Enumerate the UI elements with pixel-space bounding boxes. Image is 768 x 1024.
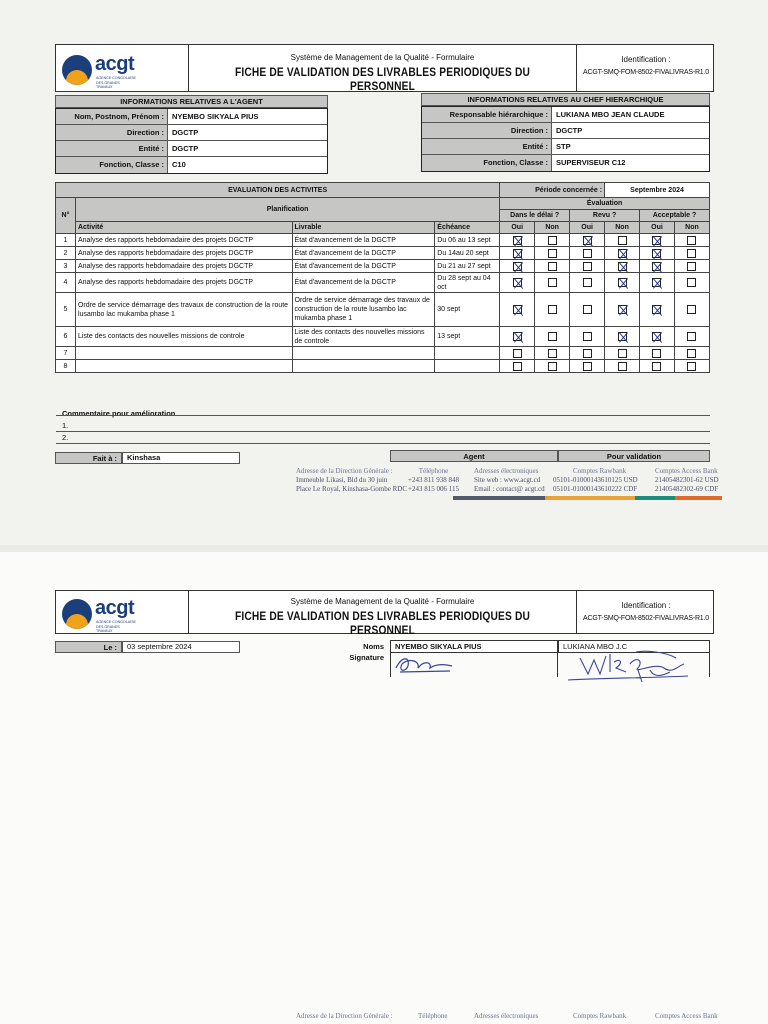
- revu-oui-checkbox[interactable]: [583, 249, 592, 258]
- chef-direction-value: DGCTP: [556, 126, 583, 135]
- row-activite: Analyse des rapports hebdomadaire des projets DGCTP: [75, 234, 292, 247]
- checkbox-cell: [535, 293, 570, 327]
- checkbox-cell: [570, 347, 605, 360]
- signature-label: Signature: [349, 653, 384, 662]
- oui-header: Oui: [640, 222, 675, 234]
- footer-accessbank: Comptes Access Bank: [655, 1012, 718, 1020]
- checkbox-cell: [674, 360, 709, 373]
- delai-oui-checkbox[interactable]: [513, 362, 522, 371]
- acceptable-non-checkbox[interactable]: [687, 262, 696, 271]
- checkbox-cell: [674, 327, 709, 347]
- checkbox-cell: [535, 360, 570, 373]
- row-activite: Ordre de service démarrage des travaux de construction de la route lusambo lac mukamba phase 1: [75, 293, 292, 327]
- delai-non-checkbox[interactable]: [548, 349, 557, 358]
- fait-value: Kinshasa: [122, 452, 240, 464]
- row-echeance: Du 14au 20 sept: [435, 247, 500, 260]
- row-activite: Liste des contacts des nouvelles missions de controle: [75, 327, 292, 347]
- delai-non-checkbox[interactable]: [548, 236, 557, 245]
- checkbox-cell: [605, 293, 640, 327]
- delai-non-checkbox[interactable]: [548, 362, 557, 371]
- comment-divider: [56, 415, 710, 416]
- chef-entity-value: STP: [556, 142, 571, 151]
- agent-name-value: NYEMBO SIKYALA PIUS: [172, 112, 259, 121]
- table-row: [56, 234, 710, 247]
- footer-address: Adresse de la Direction Générale :: [296, 1012, 393, 1020]
- checkbox-cell: [500, 234, 535, 247]
- num-header: N°: [56, 198, 76, 234]
- row-livrable: État d'avancement de la DGCTP: [292, 234, 435, 247]
- chef-entity-label: Entité :: [422, 139, 552, 154]
- evaluation-title: EVALUATION DES ACTIVITES: [56, 183, 500, 198]
- logo-text: acgt: [95, 597, 135, 619]
- chef-direction-label: Direction :: [422, 123, 552, 138]
- footer-color-bar: [635, 496, 675, 500]
- row-number: 7: [56, 347, 76, 360]
- chef-name-sign: LUKIANA MBO J.C: [558, 640, 710, 653]
- periode-value: Septembre 2024: [605, 183, 710, 198]
- chef-direction-row: [422, 123, 709, 139]
- revu-oui-checkbox[interactable]: [583, 236, 592, 245]
- logo: [56, 591, 189, 633]
- checkbox-cell: [500, 327, 535, 347]
- logo: [56, 45, 189, 91]
- footer-email: Adresses électroniques Site web : www.acgt.cd Email : contact@ acgt.cd: [474, 467, 545, 493]
- delai-non-checkbox[interactable]: [548, 305, 557, 314]
- form-header: [55, 44, 714, 92]
- non-header: Non: [674, 222, 709, 234]
- acceptable-non-checkbox[interactable]: [687, 349, 696, 358]
- agent-name-label: Nom, Postnom, Prénom :: [56, 109, 168, 124]
- checkbox-cell: [570, 293, 605, 327]
- footer-color-bar: [453, 496, 545, 500]
- chef-name-row: [422, 107, 709, 123]
- row-livrable: État d'avancement de la DGCTP: [292, 247, 435, 260]
- table-row: [56, 260, 710, 273]
- agent-name-row: [56, 109, 327, 125]
- checkbox-cell: [640, 293, 675, 327]
- chef-name-label: Responsable hiérarchique :: [422, 107, 552, 122]
- checkbox-cell: [500, 247, 535, 260]
- checkbox-cell: [570, 247, 605, 260]
- date-label: Le :: [55, 641, 122, 653]
- form-title-block: [189, 45, 577, 91]
- row-activite: Analyse des rapports hebdomadaire des projets DGCTP: [75, 260, 292, 273]
- identification-block: [577, 45, 715, 91]
- checkbox-cell: [570, 327, 605, 347]
- agent-entity-value: DGCTP: [172, 144, 199, 153]
- row-livrable: Liste des contacts des nouvelles missions de controle: [292, 327, 435, 347]
- footer-phone: Téléphone +243 811 938 848 +243 815 006 115: [408, 467, 459, 493]
- checkbox-cell: [674, 247, 709, 260]
- checkbox-cell: [570, 234, 605, 247]
- oui-header: Oui: [500, 222, 535, 234]
- delai-oui-checkbox[interactable]: [513, 349, 522, 358]
- logo-text: acgt: [95, 53, 135, 75]
- delai-non-checkbox[interactable]: [548, 278, 557, 287]
- row-number: 8: [56, 360, 76, 373]
- system-label: Système de Management de la Qualité - Formulaire: [290, 597, 475, 606]
- footer-rawbank: Comptes Rawbank: [573, 1012, 627, 1020]
- checkbox-cell: [605, 260, 640, 273]
- checkbox-cell: [535, 327, 570, 347]
- revu-non-checkbox[interactable]: [618, 362, 627, 371]
- checkbox-cell: [535, 260, 570, 273]
- system-label: Système de Management de la Qualité - Formulaire: [290, 53, 475, 62]
- identification-value: ACGT-SMQ-FOM-8502-FIVALIVRAS-R1.0: [583, 69, 709, 76]
- checkbox-cell: [674, 293, 709, 327]
- footer-color-bar: [545, 496, 635, 500]
- logo-emblem-icon: [62, 599, 92, 629]
- row-echeance: [435, 360, 500, 373]
- chef-entity-row: [422, 139, 709, 155]
- checkbox-cell: [500, 360, 535, 373]
- delai-oui-checkbox[interactable]: [513, 332, 522, 341]
- revu-non-checkbox[interactable]: [618, 349, 627, 358]
- comment-line-1[interactable]: 1.: [56, 421, 710, 432]
- logo-emblem-icon: [62, 55, 92, 85]
- checkbox-cell: [640, 260, 675, 273]
- checkbox-cell: [674, 347, 709, 360]
- checkbox-cell: [674, 273, 709, 293]
- revu-header: Revu ?: [570, 210, 640, 222]
- agent-entity-label: Entité :: [56, 141, 168, 156]
- delai-oui-checkbox[interactable]: [513, 262, 522, 271]
- revu-non-checkbox[interactable]: [618, 249, 627, 258]
- checkbox-cell: [640, 247, 675, 260]
- checkbox-cell: [640, 273, 675, 293]
- row-activite: Analyse des rapports hebdomadaire des projets DGCTP: [75, 273, 292, 293]
- agent-sign-header: Agent: [390, 450, 558, 462]
- table-row: [56, 247, 710, 260]
- chef-function-label: Fonction, Classe :: [422, 155, 552, 171]
- acceptable-non-checkbox[interactable]: [687, 305, 696, 314]
- checkbox-cell: [640, 360, 675, 373]
- acceptable-oui-checkbox[interactable]: [652, 362, 661, 371]
- form-title-block: [189, 591, 577, 637]
- footer-email: Adresses électroniques: [474, 1012, 539, 1020]
- validation-sign-header: Pour validation: [558, 450, 710, 462]
- checkbox-cell: [605, 273, 640, 293]
- form-title: FICHE DE VALIDATION DES LIVRABLES PERIODIQUES DU PERSONNEL: [234, 65, 531, 93]
- row-livrable: [292, 360, 435, 373]
- revu-non-checkbox[interactable]: [618, 278, 627, 287]
- acceptable-oui-checkbox[interactable]: [652, 305, 661, 314]
- revu-non-checkbox[interactable]: [618, 262, 627, 271]
- checkbox-cell: [535, 347, 570, 360]
- acceptable-header: Acceptable ?: [640, 210, 710, 222]
- delai-oui-checkbox[interactable]: [513, 236, 522, 245]
- row-echeance: [435, 347, 500, 360]
- agent-direction-value: DGCTP: [172, 128, 199, 137]
- table-row: [56, 327, 710, 347]
- revu-oui-checkbox[interactable]: [583, 262, 592, 271]
- fait-label: Fait à :: [55, 452, 122, 464]
- acceptable-non-checkbox[interactable]: [687, 332, 696, 341]
- agent-direction-label: Direction :: [56, 125, 168, 140]
- revu-non-checkbox[interactable]: [618, 236, 627, 245]
- footer-color-bar: [675, 496, 722, 500]
- checkbox-cell: [535, 247, 570, 260]
- chef-section-title: INFORMATIONS RELATIVES AU CHEF HIERARCHIQUE: [421, 93, 710, 106]
- table-row: [56, 293, 710, 327]
- acceptable-oui-checkbox[interactable]: [652, 249, 661, 258]
- revu-oui-checkbox[interactable]: [583, 349, 592, 358]
- row-activite: Analyse des rapports hebdomadaire des projets DGCTP: [75, 247, 292, 260]
- footer-address: Adresse de la Direction Générale : Immeuble Likasi, Bld du 30 juin Place Le Royal, Kinshasa-Gombe RDC: [296, 467, 408, 493]
- delai-non-checkbox[interactable]: [548, 262, 557, 271]
- row-echeance: Du 28 sept au 04 oct: [435, 273, 500, 293]
- acceptable-oui-checkbox[interactable]: [652, 278, 661, 287]
- non-header: Non: [605, 222, 640, 234]
- row-echeance: 30 sept: [435, 293, 500, 327]
- agent-function-row: [56, 157, 327, 173]
- identification-block: [577, 591, 715, 633]
- revu-oui-checkbox[interactable]: [583, 332, 592, 341]
- date-value: 03 septembre 2024: [122, 641, 240, 653]
- oui-header: Oui: [570, 222, 605, 234]
- checkbox-cell: [605, 234, 640, 247]
- checkbox-cell: [500, 273, 535, 293]
- table-row: [56, 360, 710, 373]
- agent-section-title: INFORMATIONS RELATIVES A L'AGENT: [55, 95, 328, 108]
- form-page-2: [0, 552, 768, 1024]
- checkbox-cell: [640, 327, 675, 347]
- row-number: 4: [56, 273, 76, 293]
- acceptable-non-checkbox[interactable]: [687, 249, 696, 258]
- checkbox-cell: [640, 347, 675, 360]
- checkbox-cell: [605, 347, 640, 360]
- row-number: 5: [56, 293, 76, 327]
- agent-signature-icon: [392, 652, 462, 676]
- row-livrable: Ordre de service démarrage des travaux de construction de la route lusambo lac mukamba phase 1: [292, 293, 435, 327]
- agent-function-label: Fonction, Classe :: [56, 157, 168, 173]
- agent-function-value: C10: [172, 160, 186, 169]
- agent-name-sign: NYEMBO SIKYALA PIUS: [390, 640, 558, 653]
- chef-function-value: SUPERVISEUR C12: [556, 158, 626, 167]
- checkbox-cell: [570, 273, 605, 293]
- checkbox-cell: [605, 247, 640, 260]
- evaluation-header: Évaluation: [500, 198, 710, 210]
- checkbox-cell: [535, 234, 570, 247]
- checkbox-cell: [640, 234, 675, 247]
- planification-header: Planification: [75, 198, 499, 222]
- row-number: 2: [56, 247, 76, 260]
- checkbox-cell: [605, 360, 640, 373]
- logo-subtitle: AGENCE CONGOLAISE DES GRANDS TRAVAUX: [96, 76, 136, 89]
- evaluation-table: [55, 182, 710, 373]
- form-title: FICHE DE VALIDATION DES LIVRABLES PERIODIQUES DU PERSONNEL: [234, 609, 531, 637]
- form-header: [55, 590, 714, 637]
- agent-entity-row: [56, 141, 327, 157]
- dans-delai-header: Dans le délai ?: [500, 210, 570, 222]
- revu-non-checkbox[interactable]: [618, 305, 627, 314]
- livrable-header: Livrable: [292, 222, 435, 234]
- activite-header: Activité: [75, 222, 292, 234]
- row-number: 3: [56, 260, 76, 273]
- row-activite: [75, 347, 292, 360]
- footer-phone: Téléphone: [418, 1012, 448, 1020]
- revu-oui-checkbox[interactable]: [583, 305, 592, 314]
- acceptable-non-checkbox[interactable]: [687, 278, 696, 287]
- checkbox-cell: [570, 360, 605, 373]
- checkbox-cell: [500, 260, 535, 273]
- acceptable-oui-checkbox[interactable]: [652, 262, 661, 271]
- revu-oui-checkbox[interactable]: [583, 362, 592, 371]
- checkbox-cell: [535, 273, 570, 293]
- chef-info-box: [421, 106, 710, 172]
- identification-label: Identification :: [621, 601, 671, 610]
- row-livrable: [292, 347, 435, 360]
- checkbox-cell: [605, 327, 640, 347]
- chef-name-value: LUKIANA MBO JEAN CLAUDE: [556, 110, 665, 119]
- acceptable-oui-checkbox[interactable]: [652, 332, 661, 341]
- delai-non-checkbox[interactable]: [548, 249, 557, 258]
- echeance-header: Échéance: [435, 222, 500, 234]
- acceptable-oui-checkbox[interactable]: [652, 349, 661, 358]
- table-row: [56, 273, 710, 293]
- revu-oui-checkbox[interactable]: [583, 278, 592, 287]
- row-livrable: État d'avancement de la DGCTP: [292, 260, 435, 273]
- checkbox-cell: [500, 347, 535, 360]
- noms-label: Noms: [363, 642, 384, 651]
- footer-accessbank: Comptes Access Bank 21405482301-62 USD 21405482302-69 CDF: [655, 467, 719, 493]
- checkbox-cell: [500, 293, 535, 327]
- non-header: Non: [535, 222, 570, 234]
- row-echeance: Du 21 au 27 sept: [435, 260, 500, 273]
- row-number: 1: [56, 234, 76, 247]
- row-activite: [75, 360, 292, 373]
- row-number: 6: [56, 327, 76, 347]
- checkbox-cell: [674, 234, 709, 247]
- logo-subtitle: AGENCE CONGOLAISE DES GRANDS TRAVAUX: [96, 620, 136, 633]
- agent-info-box: [55, 108, 328, 174]
- acceptable-oui-checkbox[interactable]: [652, 236, 661, 245]
- chef-function-row: [422, 155, 709, 171]
- row-echeance: Du 06 au 13 sept: [435, 234, 500, 247]
- delai-oui-checkbox[interactable]: [513, 278, 522, 287]
- checkbox-cell: [674, 260, 709, 273]
- row-echeance: 13 sept: [435, 327, 500, 347]
- delai-non-checkbox[interactable]: [548, 332, 557, 341]
- comment-title: Commentaire pour amélioration: [62, 409, 176, 418]
- chef-signature-icon: [566, 648, 691, 688]
- delai-oui-checkbox[interactable]: [513, 305, 522, 314]
- acceptable-non-checkbox[interactable]: [687, 236, 696, 245]
- identification-value: ACGT-SMQ-FOM-8502-FIVALIVRAS-R1.0: [583, 615, 709, 622]
- delai-oui-checkbox[interactable]: [513, 249, 522, 258]
- agent-direction-row: [56, 125, 327, 141]
- identification-label: Identification :: [621, 55, 671, 64]
- footer-rawbank: Comptes Rawbank 05101-01000143610125 USD 05101-01000143610222 CDF: [553, 467, 638, 493]
- row-livrable: État d'avancement de la DGCTP: [292, 273, 435, 293]
- checkbox-cell: [570, 260, 605, 273]
- comment-line-2[interactable]: 2.: [56, 433, 710, 444]
- revu-non-checkbox[interactable]: [618, 332, 627, 341]
- table-row: [56, 347, 710, 360]
- periode-label: Période concernée :: [500, 183, 605, 198]
- acceptable-non-checkbox[interactable]: [687, 362, 696, 371]
